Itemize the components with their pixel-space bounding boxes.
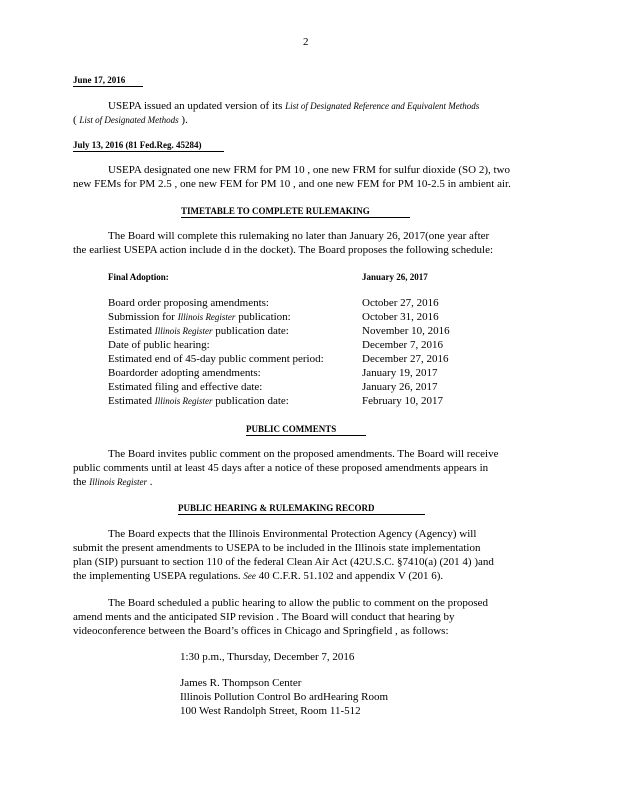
page-number: 2: [303, 36, 309, 48]
comments-line2: public comments until at least 45 days after a notice of these proposed amendments appears in: [73, 462, 489, 474]
schedule-row: [108, 311, 468, 325]
see-signal: See: [243, 571, 256, 581]
schedule-row: [108, 381, 468, 395]
schedule-label: Estimated end of 45-day public comment period:: [108, 353, 324, 365]
hearing-p2-line3: videoconference between the Board’s offices in Chicago and Springfield , as follows:: [73, 625, 449, 637]
schedule-label: Submission for Illinois Register publication:: [108, 311, 291, 323]
timetable-para-line1: The Board will complete this rulemaking no later than January 26, 2017(one year after: [108, 230, 490, 242]
hearing-p1-line2: submit the present amendments to USEPA to be included in the Illinois state implementation: [73, 542, 481, 554]
heading-public-hearing: PUBLIC HEARING & RULEMAKING RECORD: [178, 503, 425, 515]
illinois-register-ref: Illinois Register: [89, 477, 147, 487]
schedule-label: Boardorder adopting amendments:: [108, 367, 261, 379]
comments-line3: the Illinois Register .: [73, 476, 153, 488]
hearing-p2-line1: The Board scheduled a public hearing to allow the public to comment on the proposed: [108, 597, 489, 609]
schedule-label: Estimated Illinois Register publication date:: [108, 395, 289, 407]
venue-line3: 100 West Randolph Street, Room 11-512: [180, 705, 361, 717]
schedule-row: [108, 353, 468, 367]
hearing-p1-line4: the implementing USEPA regulations. See 40 C.F.R. 51.102 and appendix V (201 6).: [73, 570, 444, 582]
entry-july-line2: new FEMs for PM 2.5 , one new FEM for PM 10 , and one new FEM for PM 10-2.5 in ambient air.: [73, 178, 511, 190]
heading-timetable: TIMETABLE TO COMPLETE RULEMAKING: [181, 206, 410, 218]
schedule-date: December 7, 2016: [362, 339, 443, 351]
schedule-date: January 19, 2017: [362, 367, 438, 379]
heading-public-comments: PUBLIC COMMENTS: [246, 424, 366, 436]
entry-june-text-line1: [108, 100, 479, 113]
hearing-p1-line1: The Board expects that the Illinois Environmental Protection Agency (Agency) will: [108, 528, 477, 540]
hearing-p1-line3: plan (SIP) pursuant to section 110 of the federal Clean Air Act (42U.S.C. §7410(a) (201 4) )and: [73, 556, 494, 568]
schedule-date: February 10, 2017: [362, 395, 443, 407]
entry-june-list-title: List of Designated Reference and Equivalent Methods: [285, 101, 480, 111]
entry-june-paren-close: ).: [181, 114, 188, 126]
schedule-row: [108, 367, 468, 381]
final-adoption-label: Final Adoption:: [108, 272, 169, 282]
schedule-row: [108, 339, 468, 353]
schedule-label: Estimated Illinois Register publication date:: [108, 325, 289, 337]
schedule-row: [108, 297, 468, 311]
schedule-date: October 31, 2016: [362, 311, 439, 323]
entry-june-text-a: USEPA issued an updated version of its: [108, 100, 283, 112]
timetable-para-line2: the earliest USEPA action include d in the docket). The Board proposes the following schedule:: [73, 244, 494, 256]
hearing-time: 1:30 p.m., Thursday, December 7, 2016: [180, 651, 355, 663]
venue-line2: Illinois Pollution Control Bo ardHearing Room: [180, 691, 389, 703]
entry-date-july: July 13, 2016 (81 Fed.Reg. 45284): [73, 140, 224, 152]
schedule-date: December 27, 2016: [362, 353, 449, 365]
schedule-label: Date of public hearing:: [108, 339, 210, 351]
venue-line1: James R. Thompson Center: [180, 677, 302, 689]
schedule-label: Board order proposing amendments:: [108, 297, 269, 309]
schedule-date: October 27, 2016: [362, 297, 439, 309]
schedule-date: January 26, 2017: [362, 381, 438, 393]
final-adoption-date: January 26, 2017: [362, 272, 428, 282]
entry-july-line1: USEPA designated one new FRM for PM 10 , one new FRM for sulfur dioxide (SO 2), two: [108, 164, 510, 176]
hearing-p2-line2: amend ments and the anticipated SIP revision . The Board will conduct that hearing by: [73, 611, 455, 623]
schedule-label: Estimated filing and effective date:: [108, 381, 263, 393]
entry-june-paren-open: (: [73, 114, 77, 126]
comments-line1: The Board invites public comment on the proposed amendments. The Board will receive: [108, 448, 499, 460]
entry-june-list-short: List of Designated Methods: [79, 115, 179, 125]
entry-date-june: June 17, 2016: [73, 75, 143, 87]
schedule-row: [108, 395, 468, 409]
entry-june-text-line2: [73, 114, 188, 127]
schedule-row: [108, 325, 468, 339]
schedule-date: November 10, 2016: [362, 325, 450, 337]
